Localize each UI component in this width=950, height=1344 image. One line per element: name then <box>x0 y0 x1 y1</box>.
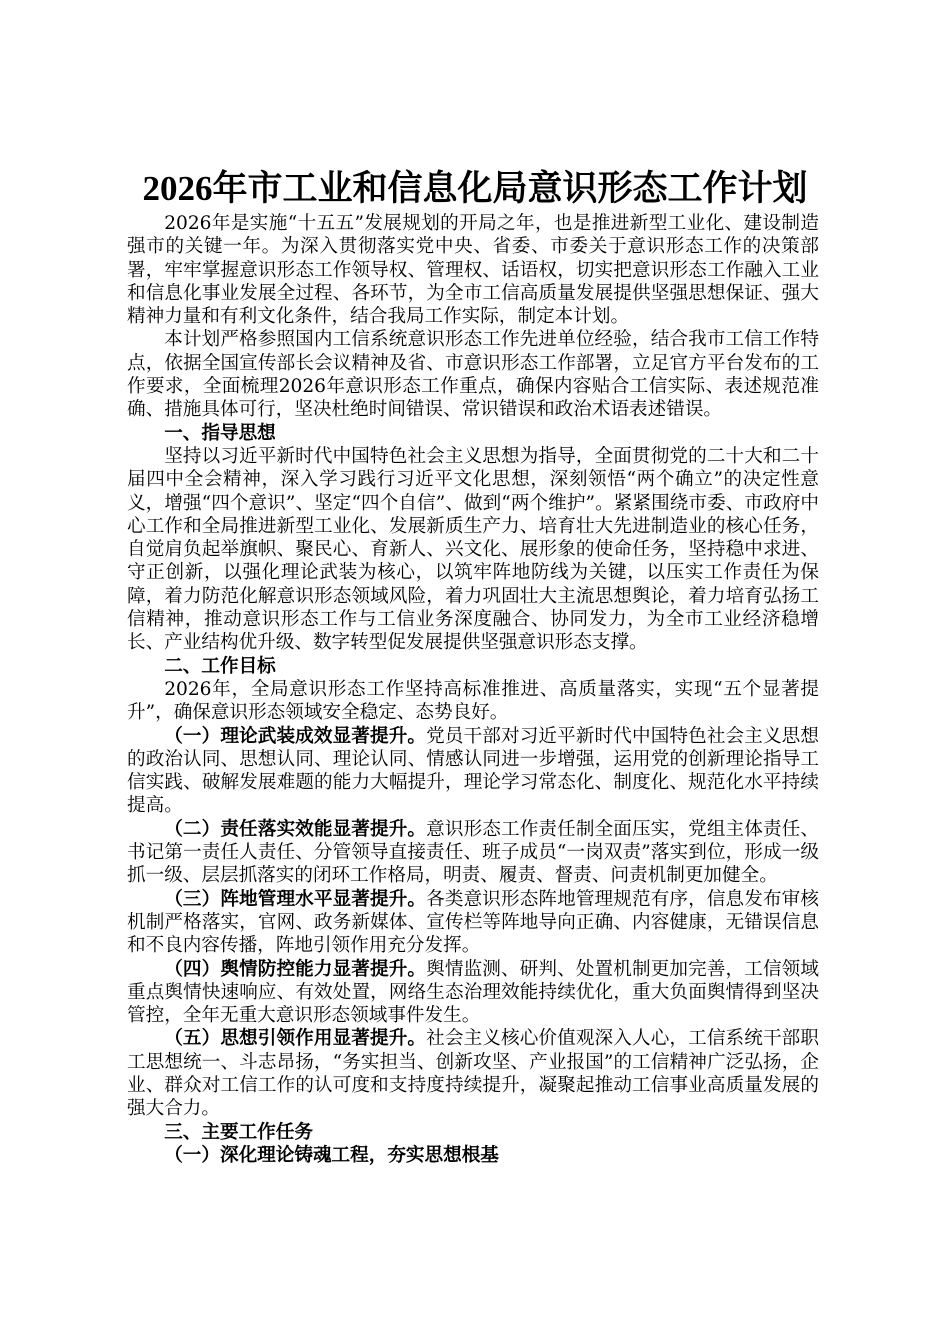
goal-item-lead: （三）阵地管理水平显著提升。 <box>164 888 427 910</box>
goals-intro-paragraph: 2026年，全局意识形态工作坚持高标准推进、高质量落实，实现“五个显著提升”，确保意识形态领域安全稳定、态势良好。 <box>127 678 819 724</box>
section-heading-1: 一、指导思想 <box>164 422 276 444</box>
goal-item-lead: （二）责任落实效能显著提升。 <box>164 818 427 840</box>
goal-item-lead: （五）思想引领作用显著提升。 <box>164 1028 427 1050</box>
goal-item-1: （一）理论武装成效显著提升。党员干部对习近平新时代中国特色社会主义思想的政治认同、思想认同、理论认同、情感认同进一步增强，运用党的创新理论指导工信实践、破解发展难题的能力大幅提升，理论学习常态化、制度化、规范化水平持续提高。 <box>127 725 819 817</box>
section-heading-2: 二、工作目标 <box>164 655 276 677</box>
goal-item-2: （二）责任落实效能显著提升。意识形态工作责任制全面压实，党组主体责任、书记第一责任人责任、分管领导直接责任、班子成员“一岗双责”落实到位，形成一级抓一级、层层抓落实的闭环工作格局，明责、履责、督责、问责机制更加健全。 <box>127 818 819 887</box>
goal-item-5: （五）思想引领作用显著提升。社会主义核心价值观深入人心，工信系统干部职工思想统一、斗志昂扬，“务实担当、创新攻坚、产业报国”的工信精神广泛弘扬，企业、群众对工信工作的认可度和支持度持续提升，凝聚起推动工信事业高质量发展的强大合力。 <box>127 1028 819 1120</box>
guiding-thought-paragraph: 坚持以习近平新时代中国特色社会主义思想为指导，全面贯彻党的二十大和二十届四中全会精神，深入学习践行习近平文化思想，深刻领悟“两个确立”的决定性意义，增强“四个意识”、坚定“四个自信”、做到“两个维护”。紧紧围绕市委、市政府中心工作和全局推进新型工业化、发展新质生产力、培育壮大先进制造业的核心任务，自觉肩负起举旗帜、聚民心、育新人、兴文化、展形象的使命任务，坚持稳中求进、守正创新，以强化理论武装为核心，以筑牢阵地防线为关键，以压实工作责任为保障，着力防范化解意识形态领域风险，着力巩固壮大主流思想舆论，着力培育弘扬工信精神，推动意识形态工作与工信业务深度融合、协同发力，为全市工业经济稳增长、产业结构优升级、数字转型促发展提供坚强意识形态支撑。 <box>127 445 819 654</box>
intro-paragraph-2: 本计划严格参照国内工信系统意识形态工作先进单位经验，结合我市工信工作特点，依据全国宣传部长会议精神及省、市意识形态工作部署，立足官方平台发布的工作要求，全面梳理2026年意识形态工作重点，确保内容贴合工信实际、表述规范准确、措施具体可行，坚决杜绝时间错误、常识错误和政治术语表述错误。 <box>127 329 819 421</box>
goal-item-3: （三）阵地管理水平显著提升。各类意识形态阵地管理规范有序，信息发布审核机制严格落实，官网、政务新媒体、宣传栏等阵地导向正确、内容健康，无错误信息和不良内容传播，阵地引领作用充分发挥。 <box>127 888 819 957</box>
subsection-heading-1: （一）深化理论铸魂工程，夯实思想根基 <box>164 1144 499 1166</box>
section-heading-3: 三、主要工作任务 <box>164 1121 313 1143</box>
document-body <box>127 212 819 1167</box>
goal-item-lead: （四）舆情防控能力显著提升。 <box>164 958 427 980</box>
intro-paragraph-1: 2026年是实施“十五五”发展规划的开局之年，也是推进新型工业化、建设制造强市的关键一年。为深入贯彻落实党中央、省委、市委关于意识形态工作的决策部署，牢牢掌握意识形态工作领导权、管理权、话语权，切实把意识形态工作融入工业和信息化事业发展全过程、各环节，为全市工信高质量发展提供坚强思想保证、强大精神力量和有利文化条件，结合我局工作实际，制定本计划。 <box>127 213 819 328</box>
document-title: 2026年市工业和信息化局意识形态工作计划 <box>142 169 808 208</box>
goal-item-lead: （一）理论武装成效显著提升。 <box>164 725 427 747</box>
goal-item-4: （四）舆情防控能力显著提升。舆情监测、研判、处置机制更加完善，工信领域重点舆情快速响应、有效处置，网络生态治理效能持续优化，重大负面舆情得到坚决管控，全年无重大意识形态领域事件发生。 <box>127 958 819 1027</box>
